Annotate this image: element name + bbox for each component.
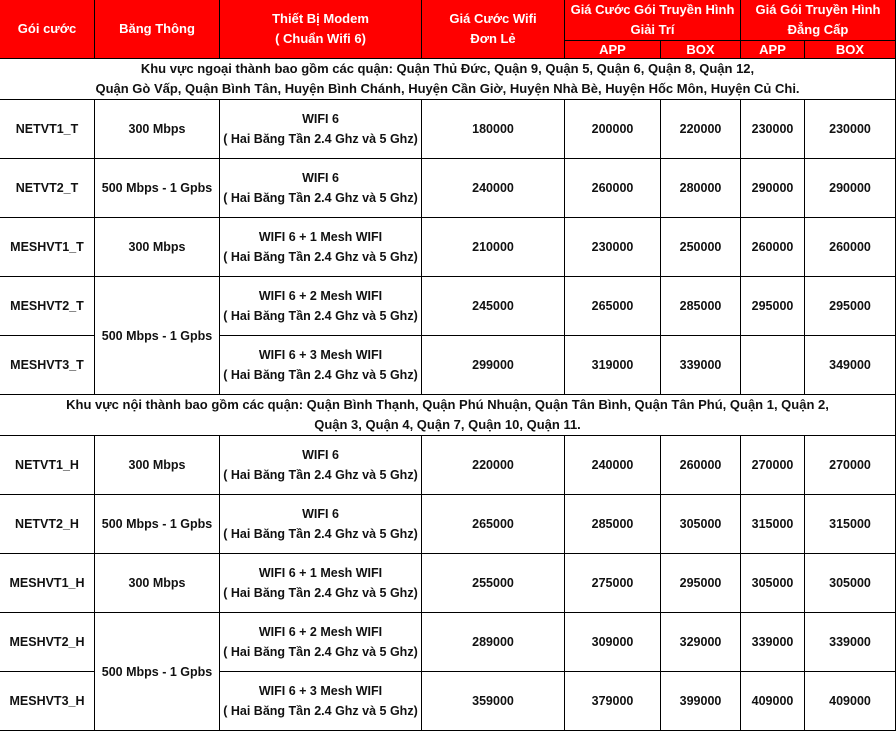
header-giai-tri-line1: Giá Cước Gói Truyền Hình — [570, 2, 735, 17]
modem-note: ( Hai Băng Tần 2.4 Ghz và 5 Ghz) — [223, 250, 418, 264]
header-modem-standard: ( Chuẩn Wifi 6) — [275, 31, 366, 46]
modem-name: WIFI 6 + 3 Mesh WIFI — [258, 684, 383, 698]
giai-tri-box-price: 399000 — [661, 672, 741, 731]
giai-tri-app-price: 230000 — [565, 218, 661, 277]
giai-tri-box-price: 280000 — [661, 159, 741, 218]
table-row — [0, 495, 896, 554]
wifi-price: 240000 — [422, 159, 565, 218]
dang-cap-app-price: 339000 — [741, 613, 805, 672]
header-giai-tri — [565, 0, 741, 41]
modem-name: WIFI 6 + 2 Mesh WIFI — [258, 289, 383, 303]
header-giai-tri-box: BOX — [661, 41, 741, 59]
dang-cap-box-price: 339000 — [805, 613, 896, 672]
bandwidth: 300 Mbps — [95, 554, 220, 613]
region-line: Khu vực ngoại thành bao gồm các quận: Quận Thủ Đức, Quận 9, Quận 5, Quận 6, Quận 8, Quận 12, — [140, 61, 755, 76]
bandwidth: 300 Mbps — [95, 436, 220, 495]
dang-cap-app-price: 260000 — [741, 218, 805, 277]
region-outer-districts — [0, 59, 896, 100]
giai-tri-app-price: 275000 — [565, 554, 661, 613]
wifi-price: 299000 — [422, 336, 565, 395]
dang-cap-box-price: 295000 — [805, 277, 896, 336]
table-row — [0, 218, 896, 277]
dang-cap-app-price: 295000 — [741, 277, 805, 336]
bandwidth: 300 Mbps — [95, 100, 220, 159]
dang-cap-box-price: 260000 — [805, 218, 896, 277]
modem-name: WIFI 6 — [302, 448, 339, 462]
wifi-price: 255000 — [422, 554, 565, 613]
region-line: Quận Gò Vấp, Quận Bình Tân, Huyện Bình Chánh, Huyện Cần Giờ, Huyện Nhà Bè, Huyện Hốc Môn, Huyện Củ Chi. — [95, 81, 800, 96]
giai-tri-app-price: 379000 — [565, 672, 661, 731]
modem — [220, 100, 422, 159]
bandwidth: 500 Mbps - 1 Gpbs — [95, 159, 220, 218]
header-wifi-price — [422, 0, 565, 59]
header-wifi-line2: Đơn Lẻ — [470, 31, 516, 46]
giai-tri-app-price: 260000 — [565, 159, 661, 218]
giai-tri-box-price: 260000 — [661, 436, 741, 495]
package-name: MESHVT2_T — [0, 277, 95, 336]
package-name: MESHVT3_T — [0, 336, 95, 395]
dang-cap-app-price — [741, 336, 805, 395]
modem — [220, 554, 422, 613]
wifi-price: 359000 — [422, 672, 565, 731]
giai-tri-box-price: 305000 — [661, 495, 741, 554]
modem-note: ( Hai Băng Tần 2.4 Ghz và 5 Ghz) — [223, 132, 418, 146]
dang-cap-box-price: 305000 — [805, 554, 896, 613]
giai-tri-box-price: 285000 — [661, 277, 741, 336]
header-dang-cap — [741, 0, 896, 41]
modem — [220, 495, 422, 554]
header-dang-cap-app: APP — [741, 41, 805, 59]
header-package: Gói cước — [0, 0, 95, 59]
giai-tri-app-price: 319000 — [565, 336, 661, 395]
wifi-price: 180000 — [422, 100, 565, 159]
wifi-price: 289000 — [422, 613, 565, 672]
package-name: MESHVT1_T — [0, 218, 95, 277]
wifi-price: 210000 — [422, 218, 565, 277]
header-dang-cap-box: BOX — [805, 41, 896, 59]
modem — [220, 218, 422, 277]
modem-note: ( Hai Băng Tần 2.4 Ghz và 5 Ghz) — [223, 368, 418, 382]
wifi-price: 245000 — [422, 277, 565, 336]
bandwidth: 300 Mbps — [95, 218, 220, 277]
giai-tri-app-price: 240000 — [565, 436, 661, 495]
bandwidth: 500 Mbps - 1 Gpbs — [95, 613, 220, 731]
table-row — [0, 436, 896, 495]
dang-cap-box-price: 315000 — [805, 495, 896, 554]
modem-name: WIFI 6 — [302, 112, 339, 126]
modem-name: WIFI 6 + 3 Mesh WIFI — [258, 348, 383, 362]
header-giai-tri-line2: Giải Trí — [630, 22, 675, 37]
region-line: Khu vực nội thành bao gồm các quận: Quận Bình Thạnh, Quận Phú Nhuận, Quận Tân Bình, Quận Tân Phú, Quận 1, Quận 2, — [66, 397, 829, 412]
dang-cap-box-price: 349000 — [805, 336, 896, 395]
dang-cap-app-price: 230000 — [741, 100, 805, 159]
dang-cap-box-price: 290000 — [805, 159, 896, 218]
dang-cap-box-price: 270000 — [805, 436, 896, 495]
bandwidth: 500 Mbps - 1 Gpbs — [95, 277, 220, 395]
giai-tri-box-price: 295000 — [661, 554, 741, 613]
package-name: MESHVT3_H — [0, 672, 95, 731]
modem — [220, 336, 422, 395]
modem-name: WIFI 6 — [302, 507, 339, 521]
modem-note: ( Hai Băng Tần 2.4 Ghz và 5 Ghz) — [223, 586, 418, 600]
package-name: NETVT2_H — [0, 495, 95, 554]
header-wifi-line1: Giá Cước Wifi — [449, 11, 537, 26]
header-modem — [220, 0, 422, 59]
modem-name: WIFI 6 + 1 Mesh WIFI — [258, 230, 383, 244]
modem-name: WIFI 6 + 1 Mesh WIFI — [258, 566, 383, 580]
modem — [220, 672, 422, 731]
dang-cap-app-price: 409000 — [741, 672, 805, 731]
modem — [220, 277, 422, 336]
region-line: Quận 3, Quận 4, Quận 7, Quận 10, Quận 11. — [314, 417, 581, 432]
package-name: MESHVT1_H — [0, 554, 95, 613]
header-dang-cap-line1: Giá Gói Truyền Hình — [755, 2, 881, 17]
table-row — [0, 613, 896, 672]
giai-tri-box-price: 329000 — [661, 613, 741, 672]
modem-note: ( Hai Băng Tần 2.4 Ghz và 5 Ghz) — [223, 645, 418, 659]
giai-tri-app-price: 285000 — [565, 495, 661, 554]
giai-tri-app-price: 200000 — [565, 100, 661, 159]
dang-cap-app-price: 290000 — [741, 159, 805, 218]
modem — [220, 613, 422, 672]
modem — [220, 159, 422, 218]
table-row — [0, 277, 896, 336]
package-name: NETVT1_H — [0, 436, 95, 495]
dang-cap-app-price: 315000 — [741, 495, 805, 554]
region-inner-districts — [0, 395, 896, 436]
dang-cap-app-price: 305000 — [741, 554, 805, 613]
modem-note: ( Hai Băng Tần 2.4 Ghz và 5 Ghz) — [223, 309, 418, 323]
header-bandwidth: Băng Thông — [95, 0, 220, 59]
dang-cap-app-price: 270000 — [741, 436, 805, 495]
bandwidth: 500 Mbps - 1 Gpbs — [95, 495, 220, 554]
modem-note: ( Hai Băng Tần 2.4 Ghz và 5 Ghz) — [223, 527, 418, 541]
giai-tri-box-price: 339000 — [661, 336, 741, 395]
giai-tri-box-price: 220000 — [661, 100, 741, 159]
table-row — [0, 159, 896, 218]
wifi-price: 265000 — [422, 495, 565, 554]
table-row — [0, 554, 896, 613]
dang-cap-box-price: 230000 — [805, 100, 896, 159]
modem — [220, 436, 422, 495]
header-giai-tri-app: APP — [565, 41, 661, 59]
header-dang-cap-line2: Đẳng Cấp — [787, 22, 849, 37]
modem-name: WIFI 6 + 2 Mesh WIFI — [258, 625, 383, 639]
package-name: MESHVT2_H — [0, 613, 95, 672]
modem-name: WIFI 6 — [302, 171, 339, 185]
package-name: NETVT1_T — [0, 100, 95, 159]
header-modem-title: Thiết Bị Modem — [272, 11, 369, 26]
modem-note: ( Hai Băng Tần 2.4 Ghz và 5 Ghz) — [223, 468, 418, 482]
table-row — [0, 100, 896, 159]
giai-tri-app-price: 309000 — [565, 613, 661, 672]
package-name: NETVT2_T — [0, 159, 95, 218]
wifi-price: 220000 — [422, 436, 565, 495]
dang-cap-box-price: 409000 — [805, 672, 896, 731]
giai-tri-box-price: 250000 — [661, 218, 741, 277]
modem-note: ( Hai Băng Tần 2.4 Ghz và 5 Ghz) — [223, 704, 418, 718]
modem-note: ( Hai Băng Tần 2.4 Ghz và 5 Ghz) — [223, 191, 418, 205]
giai-tri-app-price: 265000 — [565, 277, 661, 336]
